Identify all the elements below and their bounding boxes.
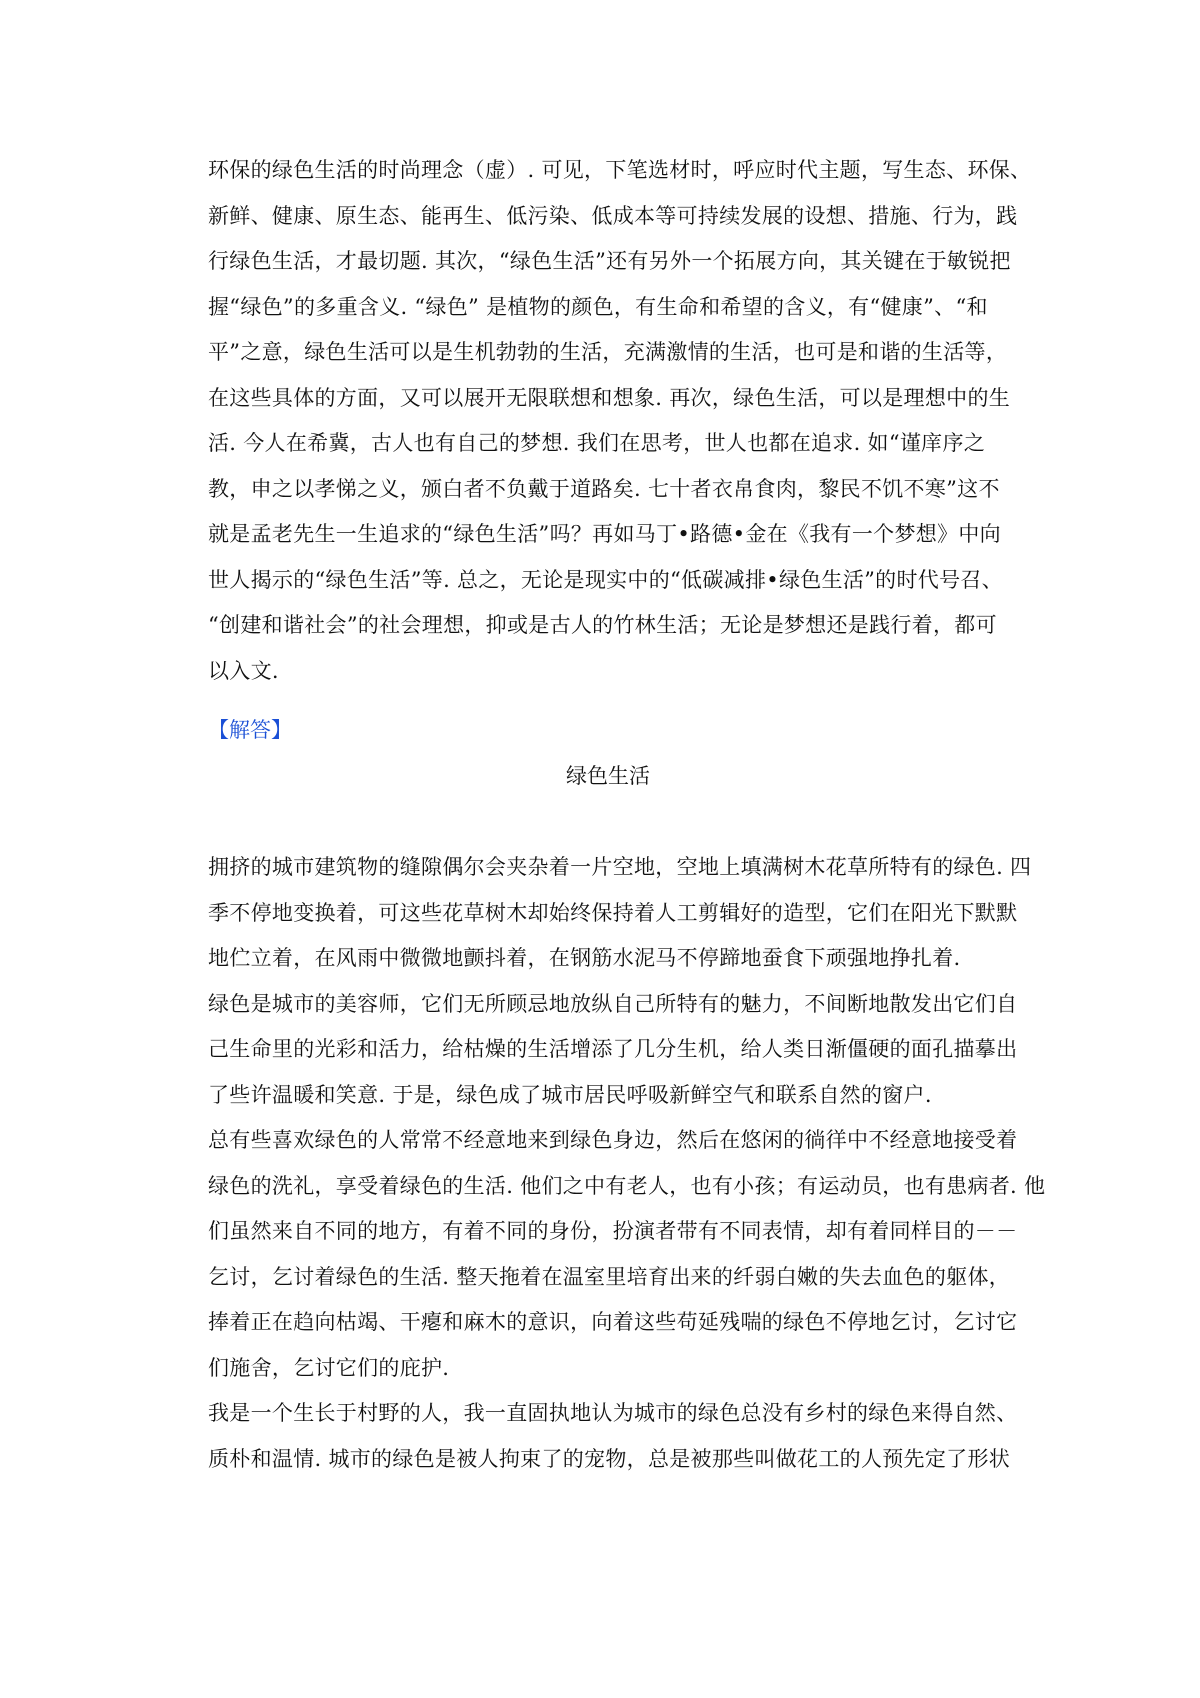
text-line: “创建和谐社会”的社会理想，抑或是古人的竹林生活；无论是梦想还是践行着，都可: [208, 613, 997, 637]
text-line: 捧着正在趋向枯竭、干瘪和麻木的意识，向着这些苟延残喘的绿色不停地乞讨，乞讨它: [208, 1310, 1018, 1334]
text-line: 拥挤的城市建筑物的缝隙偶尔会夹杂着一片空地，空地上填满树木花草所特有的绿色. 四: [208, 855, 1032, 879]
text-line: 就是孟老先生一生追求的“绿色生活”吗？再如马丁•路德•金在《我有一个梦想》中向: [208, 522, 1001, 546]
text-line: 质朴和温情. 城市的绿色是被人拘束了的宠物，总是被那些叫做花工的人预先定了形状: [208, 1446, 1011, 1471]
text-line: 己生命里的光彩和活力，给枯燥的生活增添了几分生机，给人类日渐僵硬的面孔描摹出: [208, 1037, 1018, 1061]
text-line: 总有些喜欢绿色的人常常不经意地来到绿色身边，然后在悠闲的徜徉中不经意地接受着: [208, 1128, 1018, 1152]
text-line: 握“绿色”的多重含义. “绿色” 是植物的颜色，有生命和希望的含义，有“健康”、“和: [208, 294, 988, 319]
text-line: 绿色是城市的美容师，它们无所顾忌地放纵自己所特有的魅力，不间断地散发出它们自: [208, 991, 1018, 1016]
text-line: 以入文.: [208, 658, 279, 683]
text-line: 平”之意，绿色生活可以是生机勃勃的生活，充满激情的生活，也可是和谐的生活等，: [208, 340, 1008, 364]
analysis-paragraph: [208, 148, 1032, 694]
essay-title: 绿色生活: [566, 764, 650, 788]
text-line: 教，申之以孝悌之义，颁白者不负戴于道路矣. 七十者衣帛食肉，黎民不饥不寒”这不: [208, 476, 1000, 501]
text-line: 们虽然来自不同的地方，有着不同的身份，扮演者带有不同表情，却有着同样目的－－: [208, 1219, 1018, 1243]
text-line: 绿色的洗礼，享受着绿色的生活. 他们之中有老人，也有小孩；有运动员，也有患病者. 他: [208, 1173, 1046, 1198]
text-line: 活. 今人在希冀，古人也有自己的梦想. 我们在思考，世人也都在追求. 如“谨庠序之: [208, 431, 986, 455]
text-line: 我是一个生长于村野的人，我一直固执地认为城市的绿色总没有乡村的绿色来得自然、: [208, 1401, 1018, 1425]
text-line: 世人揭示的“绿色生活”等. 总之，无论是现实中的“低碳减排•绿色生活”的时代号召、: [208, 567, 1003, 592]
text-line: 环保的绿色生活的时尚理念（虚）. 可见，下笔选材时，呼应时代主题，写生态、环保、: [208, 158, 1032, 182]
text-line: 乞讨，乞讨着绿色的生活. 整天拖着在温室里培育出来的纤弱白嫩的失去血色的躯体，: [208, 1264, 1011, 1289]
answer-label: 【解答】: [208, 718, 292, 742]
text-line: 们施舍，乞讨它们的庇护.: [208, 1355, 450, 1380]
essay-body: [208, 845, 1046, 1482]
text-line: 在这些具体的方面，又可以展开无限联想和想象. 再次，绿色生活，可以是理想中的生: [208, 385, 1011, 410]
text-line: 新鲜、健康、原生态、能再生、低污染、低成本等可持续发展的设想、措施、行为，践: [208, 203, 1018, 228]
text-line: 季不停地变换着，可这些花草树木却始终保持着人工剪辑好的造型，它们在阳光下默默: [208, 900, 1018, 925]
text-line: 行绿色生活，才最切题. 其次，“绿色生活”还有另外一个拓展方向，其关键在于敏锐把: [208, 249, 1011, 273]
text-line: 地伫立着，在风雨中微微地颤抖着，在钢筋水泥马不停蹄地蚕食下顽强地挣扎着.: [208, 946, 961, 970]
text-line: 了些许温暖和笑意. 于是，绿色成了城市居民呼吸新鲜空气和联系自然的窗户.: [208, 1082, 932, 1107]
